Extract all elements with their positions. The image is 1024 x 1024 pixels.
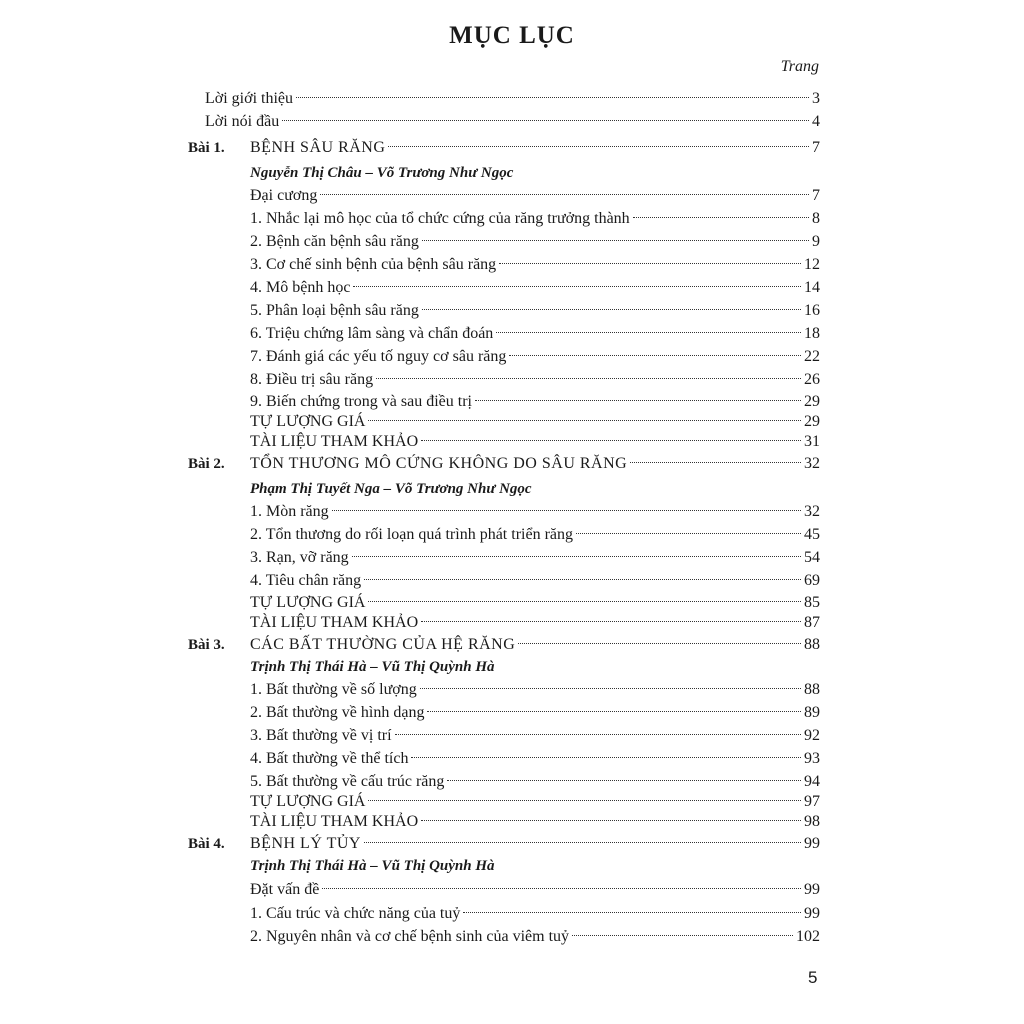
entry-page-number: 26 (804, 371, 820, 388)
dot-leader (322, 888, 801, 889)
dot-leader (572, 935, 793, 936)
dot-leader (630, 462, 801, 463)
toc-entry-row (0, 570, 1024, 592)
entry-page-number: 9 (812, 233, 820, 250)
dot-leader (395, 734, 801, 735)
entry-page-number: 99 (804, 835, 820, 852)
toc-author-row (0, 162, 1024, 184)
entry-title: Lời giới thiệu (205, 90, 294, 107)
dot-leader (427, 711, 801, 712)
entry-page-number: 54 (804, 549, 820, 566)
entry-page-number: 7 (812, 187, 820, 204)
dot-leader (422, 240, 809, 241)
entry-title: Lời nói đầu (205, 113, 280, 130)
dot-leader (447, 780, 801, 781)
dot-leader (320, 194, 809, 195)
page-column-label: Trang (780, 58, 819, 75)
dot-leader (352, 556, 801, 557)
toc-chapter-row (0, 833, 1024, 855)
toc-entry-row (0, 903, 1024, 925)
author-names: Trịnh Thị Thái Hà – Vũ Thị Quỳnh Hà (250, 659, 495, 675)
toc-entry-row (0, 431, 1024, 453)
entry-page-number: 31 (804, 433, 820, 450)
entry-title: 4. Tiêu chân răng (250, 572, 362, 589)
toc-entry-row (0, 926, 1024, 948)
entry-title: 7. Đánh giá các yếu tố nguy cơ sâu răng (250, 348, 507, 365)
entry-title: 4. Mô bệnh học (250, 279, 351, 296)
toc-chapter-row (0, 137, 1024, 159)
toc-entry-row (0, 725, 1024, 747)
toc-entry-row (0, 501, 1024, 523)
toc-chapter-row (0, 634, 1024, 656)
dot-leader (332, 510, 801, 511)
entry-page-number: 22 (804, 348, 820, 365)
entry-page-number: 8 (812, 210, 820, 227)
entry-title: TỰ LƯỢNG GIÁ (250, 413, 366, 430)
toc-entry-row (0, 791, 1024, 813)
dot-leader (463, 912, 801, 913)
toc-entry-row (0, 524, 1024, 546)
entry-title: BỆNH LÝ TỦY (250, 835, 361, 852)
entry-page-number: 29 (804, 393, 820, 410)
entry-title: 2. Bệnh căn bệnh sâu răng (250, 233, 419, 250)
entry-page-number: 92 (804, 727, 820, 744)
dot-leader (496, 332, 801, 333)
dot-leader (388, 146, 809, 147)
entry-page-number: 4 (812, 113, 820, 130)
toc-entry-row (0, 369, 1024, 391)
entry-page-number: 14 (804, 279, 820, 296)
toc-entry-row (0, 771, 1024, 793)
entry-page-number: 98 (804, 813, 820, 830)
toc-entry-row (0, 277, 1024, 299)
toc-entry-row (0, 208, 1024, 230)
dot-leader (421, 820, 801, 821)
author-names: Phạm Thị Tuyết Nga – Võ Trương Như Ngọc (250, 481, 532, 497)
entry-page-number: 88 (804, 681, 820, 698)
toc-entry-row (0, 346, 1024, 368)
dot-leader (364, 842, 801, 843)
entry-page-number: 94 (804, 773, 820, 790)
toc-entry-row (0, 254, 1024, 276)
entry-page-number: 32 (804, 503, 820, 520)
entry-page-number: 7 (812, 139, 820, 156)
chapter-number: Bài 1. (188, 140, 225, 156)
entry-page-number: 85 (804, 594, 820, 611)
author-names: Trịnh Thị Thái Hà – Vũ Thị Quỳnh Hà (250, 858, 495, 874)
entry-page-number: 45 (804, 526, 820, 543)
toc-entry-row (0, 879, 1024, 901)
entry-page-number: 29 (804, 413, 820, 430)
entry-title: 4. Bất thường về thể tích (250, 750, 409, 767)
toc-entry-row (0, 111, 1024, 133)
dot-leader (364, 579, 801, 580)
entry-title: 2. Nguyên nhân và cơ chế bệnh sinh của viêm tuỷ (250, 928, 570, 945)
entry-title: TÀI LIỆU THAM KHẢO (250, 614, 419, 631)
entry-title: Đại cương (250, 187, 318, 204)
dot-leader (376, 378, 801, 379)
toc-author-row (0, 478, 1024, 500)
entry-page-number: 87 (804, 614, 820, 631)
chapter-number: Bài 2. (188, 456, 225, 472)
entry-page-number: 32 (804, 455, 820, 472)
toc-entry-row (0, 391, 1024, 413)
entry-page-number: 89 (804, 704, 820, 721)
entry-title: TÀI LIỆU THAM KHẢO (250, 433, 419, 450)
entry-title: 5. Phân loại bệnh sâu răng (250, 302, 419, 319)
toc-entry-row (0, 702, 1024, 724)
toc-entry-row (0, 612, 1024, 634)
dot-leader (509, 355, 801, 356)
entry-title: 3. Bất thường về vị trí (250, 727, 392, 744)
dot-leader (422, 309, 801, 310)
entry-title: 3. Cơ chế sinh bệnh của bệnh sâu răng (250, 256, 497, 273)
dot-leader (475, 400, 801, 401)
toc-chapter-row (0, 453, 1024, 475)
dot-leader (420, 688, 801, 689)
chapter-number: Bài 4. (188, 836, 225, 852)
entry-page-number: 16 (804, 302, 820, 319)
dot-leader (421, 621, 801, 622)
entry-title: 9. Biến chứng trong và sau điều trị (250, 393, 472, 410)
entry-page-number: 99 (804, 905, 820, 922)
toc-entry-row (0, 547, 1024, 569)
entry-page-number: 69 (804, 572, 820, 589)
entry-page-number: 3 (812, 90, 820, 107)
dot-leader (518, 643, 801, 644)
author-names: Nguyễn Thị Châu – Võ Trương Như Ngọc (250, 165, 514, 181)
entry-page-number: 93 (804, 750, 820, 767)
dot-leader (499, 263, 801, 264)
entry-page-number: 18 (804, 325, 820, 342)
entry-title: 3. Rạn, vỡ răng (250, 549, 349, 566)
dot-leader (296, 97, 809, 98)
dot-leader (368, 601, 801, 602)
chapter-number: Bài 3. (188, 637, 225, 653)
toc-author-row (0, 656, 1024, 678)
toc-entry-row (0, 323, 1024, 345)
page-number: 5 (808, 968, 818, 987)
entry-title: 2. Tổn thương do rối loạn quá trình phát triển răng (250, 526, 573, 543)
entry-page-number: 12 (804, 256, 820, 273)
toc-entry-row (0, 185, 1024, 207)
toc-entry-row (0, 300, 1024, 322)
dot-leader (368, 800, 801, 801)
toc-entry-row (0, 88, 1024, 110)
entry-title: 6. Triệu chứng lâm sàng và chẩn đoán (250, 325, 494, 342)
entry-title: TỰ LƯỢNG GIÁ (250, 793, 366, 810)
toc-entry-row (0, 592, 1024, 614)
page-title: MỤC LỤC (449, 22, 575, 49)
toc-author-row (0, 855, 1024, 877)
toc-entry-row (0, 748, 1024, 770)
dot-leader (411, 757, 801, 758)
entry-title: 8. Điều trị sâu răng (250, 371, 374, 388)
entry-title: TÀI LIỆU THAM KHẢO (250, 813, 419, 830)
entry-title: BỆNH SÂU RĂNG (250, 139, 386, 156)
toc-entry-row (0, 231, 1024, 253)
entry-title: 1. Cấu trúc và chức năng của tuỷ (250, 905, 461, 922)
entry-title: TỰ LƯỢNG GIÁ (250, 594, 366, 611)
dot-leader (282, 120, 809, 121)
dot-leader (576, 533, 801, 534)
dot-leader (421, 440, 801, 441)
toc-entry-row (0, 411, 1024, 433)
toc-entry-row (0, 679, 1024, 701)
entry-page-number: 99 (804, 881, 820, 898)
entry-title: 1. Bất thường về số lượng (250, 681, 417, 698)
dot-leader (633, 217, 809, 218)
entry-title: Đặt vấn đề (250, 881, 320, 898)
entry-page-number: 102 (796, 928, 820, 945)
entry-title: 2. Bất thường về hình dạng (250, 704, 425, 721)
entry-page-number: 97 (804, 793, 820, 810)
entry-title: 5. Bất thường về cấu trúc răng (250, 773, 445, 790)
dot-leader (353, 286, 801, 287)
entry-title: 1. Nhắc lại mô học của tổ chức cứng của răng trưởng thành (250, 210, 630, 227)
dot-leader (368, 420, 801, 421)
entry-title: TỔN THƯƠNG MÔ CỨNG KHÔNG DO SÂU RĂNG (250, 455, 628, 472)
toc-entry-row (0, 811, 1024, 833)
entry-title: CÁC BẤT THƯỜNG CỦA HỆ RĂNG (250, 636, 516, 653)
entry-page-number: 88 (804, 636, 820, 653)
entry-title: 1. Mòn răng (250, 503, 329, 520)
